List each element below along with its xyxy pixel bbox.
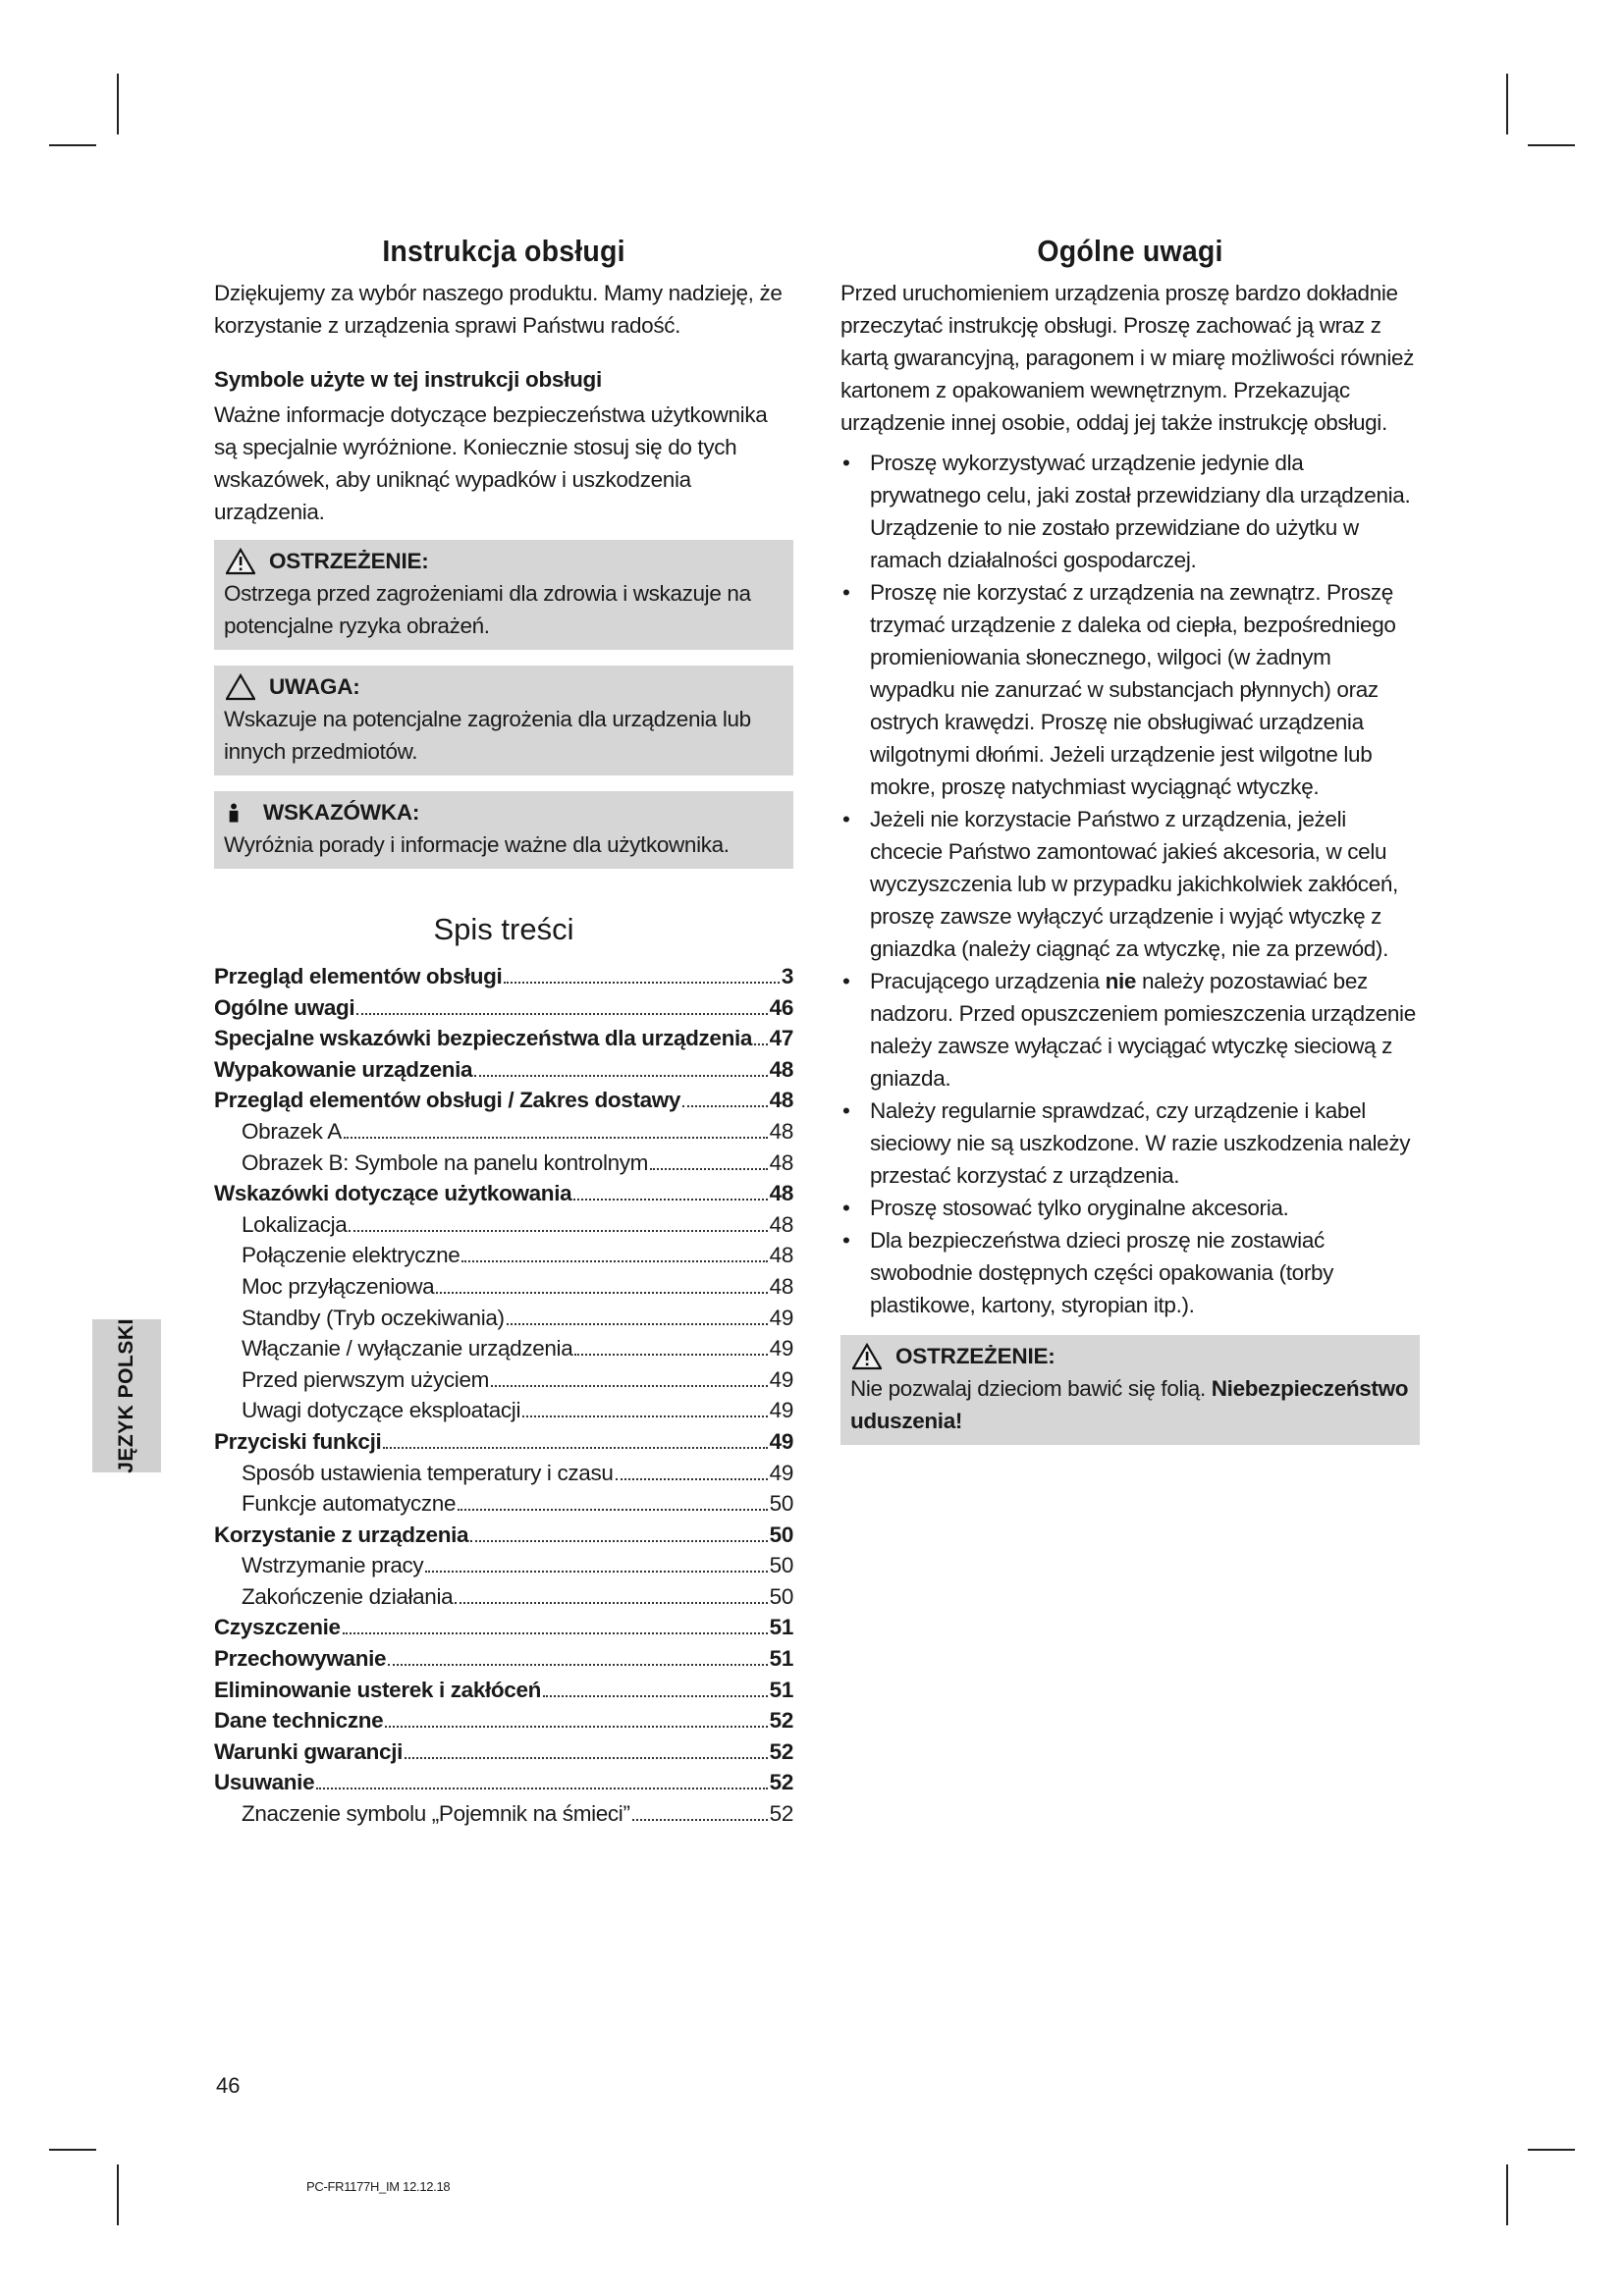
toc-entry-label: Obrazek A xyxy=(242,1118,342,1144)
children-warning-title: OSTRZEŻENIE: xyxy=(895,1344,1056,1368)
toc-leader-dots xyxy=(349,1230,767,1232)
toc-entry-label: Przegląd elementów obsługi xyxy=(214,964,503,988)
toc-title: Spis treści xyxy=(433,912,574,946)
toc-entry xyxy=(214,1612,793,1643)
general-intro: Przed uruchomieniem urządzenia proszę bardzo dokładnie przeczytać instrukcję obsługi. Proszę zachować ją wraz z kartą gwarancyjną, paragonem i w miarę możliwości również kartonem z opakowaniem wewnętrznym. Przekazując urządzenie innej osobie, oddaj jej także instrukcję obsługi. xyxy=(840,281,1415,435)
list-item: • Proszę stosować tylko oryginalne akcesoria. xyxy=(840,1192,1420,1224)
toc-leader-dots xyxy=(632,1819,768,1821)
toc-entry-label: Włączanie / wyłączanie urządzenia xyxy=(242,1336,573,1362)
toc-entry-page: 49 xyxy=(769,1428,793,1454)
toc-entry-page: 50 xyxy=(769,1491,793,1517)
toc-entry-label: Funkcje automatyczne xyxy=(242,1491,457,1517)
toc-entry-page: 49 xyxy=(769,1305,793,1330)
toc-entry xyxy=(214,1148,793,1179)
toc-entry-label: Sposób ustawienia temperatury i czasu xyxy=(242,1460,614,1485)
list-item: • Należy regularnie sprawdzać, czy urządzenie i kabel sieciowy nie są uszkodzone. W razie uszkodzenia należy przestać korzystać z urządzenia. xyxy=(840,1095,1420,1192)
toc-entry-page: 50 xyxy=(769,1583,793,1609)
table-of-contents xyxy=(214,961,793,1830)
toc-leader-dots xyxy=(458,1509,768,1511)
toc-entry xyxy=(214,1395,793,1426)
toc-entry-page: 46 xyxy=(769,994,793,1020)
crop-mark xyxy=(117,74,119,134)
toc-entry-label: Usuwanie xyxy=(214,1770,315,1795)
list-item: • Jeżeli nie korzystacie Państwo z urządzenia, jeżeli chcecie Państwo zamontować jakieś akcesoria, w celu wyczyszczenia lub w przypadku jakichkolwiek zakłóceń, proszę zawsze wyłączyć urządzenie i wyjąć wtyczkę z gniazdka (należy ciągnąć za wtyczkę, nie za przewód). xyxy=(840,803,1420,965)
toc-entry-page: 48 xyxy=(769,1088,793,1113)
toc-entry-label: Standby (Tryb oczekiwania) xyxy=(242,1305,505,1330)
toc-entry-label: Wstrzymanie pracy xyxy=(242,1553,424,1578)
list-item: • Proszę wykorzystywać urządzenie jedynie dla prywatnego celu, jaki został przewidziany dla urządzenia. Urządzenie to nie zostało przewidziane do użytku w ramach działalności gospodarczej. xyxy=(840,447,1420,576)
toc-leader-dots xyxy=(385,1726,767,1728)
toc-leader-dots xyxy=(616,1478,768,1480)
toc-entry xyxy=(214,1581,793,1613)
toc-leader-dots xyxy=(522,1415,768,1417)
toc-entry-page: 52 xyxy=(769,1770,793,1795)
crop-mark xyxy=(49,144,96,146)
toc-entry xyxy=(214,992,793,1024)
right-column xyxy=(840,234,1420,1445)
toc-entry xyxy=(214,1675,793,1706)
tip-title: WSKAZÓWKA: xyxy=(263,800,420,825)
toc-entry-label: Zakończenie działania xyxy=(242,1583,454,1609)
safety-list xyxy=(840,447,1420,1321)
toc-entry-label: Specjalne wskazówki bezpieczeństwa dla urządzenia xyxy=(214,1026,753,1051)
toc-leader-dots xyxy=(474,1075,767,1077)
page-title: Instrukcja obsługi xyxy=(382,234,625,268)
children-warning-text: Nie pozwalaj dzieciom bawić się folią. Niebezpieczeństwo uduszenia! xyxy=(850,1376,1409,1433)
toc-leader-dots xyxy=(461,1260,767,1262)
toc-entry xyxy=(214,1333,793,1364)
toc-entry xyxy=(214,1054,793,1086)
caution-triangle-icon xyxy=(226,673,255,701)
toc-entry-page: 48 xyxy=(769,1118,793,1144)
crop-mark xyxy=(49,2149,96,2151)
warning-title: OSTRZEŻENIE: xyxy=(269,549,429,573)
toc-entry-page: 51 xyxy=(769,1646,793,1672)
toc-entry-label: Obrazek B: Symbole na panelu kontrolnym xyxy=(242,1149,649,1175)
toc-entry-label: Uwagi dotyczące eksploatacji xyxy=(242,1398,521,1423)
crop-mark xyxy=(1528,144,1575,146)
toc-leader-dots xyxy=(316,1788,767,1789)
intro-text: Dziękujemy za wybór naszego produktu. Mamy nadzieję, że korzystanie z urządzenia sprawi Państwu radość. xyxy=(214,281,783,338)
toc-entry xyxy=(214,1116,793,1148)
toc-leader-dots xyxy=(356,1013,767,1015)
caution-title: UWAGA: xyxy=(269,674,360,699)
toc-entry-page: 3 xyxy=(781,964,793,988)
toc-entry-page: 52 xyxy=(769,1738,793,1764)
toc-entry-page: 49 xyxy=(769,1398,793,1423)
toc-entry-label: Dane techniczne xyxy=(214,1708,384,1734)
toc-entry-page: 49 xyxy=(769,1366,793,1392)
symbols-text: Ważne informacje dotyczące bezpieczeństwa użytkownika są specjalnie wyróżnione. Koniecznie stosuj się do tych wskazówek, aby uniknąć wypadków i uszkodzenia urządzenia. xyxy=(214,402,768,524)
toc-leader-dots xyxy=(343,1632,768,1634)
toc-leader-dots xyxy=(425,1571,767,1573)
toc-entry xyxy=(214,1178,793,1209)
toc-entry-label: Przyciski funkcji xyxy=(214,1428,382,1454)
language-tab xyxy=(92,1319,161,1472)
toc-entry-label: Lokalizacja xyxy=(242,1211,348,1237)
toc-entry-page: 48 xyxy=(769,1273,793,1299)
toc-entry-page: 51 xyxy=(769,1615,793,1640)
toc-entry-label: Warunki gwarancji xyxy=(214,1738,404,1764)
toc-entry-page: 49 xyxy=(769,1460,793,1485)
list-item: • Proszę nie korzystać z urządzenia na zewnątrz. Proszę trzymać urządzenie z daleka od ciepła, bezpośredniego promieniowania słonecznego, wilgoci (w żadnym wypadku nie zanurzać w substancjach płynnych) oraz ostrych krawędzi. Proszę nie obsługiwać urządzenia wilgotnymi dłońmi. Jeżeli urządzenie jest wilgotne lub mokre, proszę natychmiast wyciągnąć wtyczkę. xyxy=(840,576,1420,803)
toc-entry xyxy=(214,1023,793,1054)
toc-entry-label: Przegląd elementów obsługi / Zakres dostawy xyxy=(214,1088,681,1113)
toc-leader-dots xyxy=(491,1385,768,1387)
crop-mark xyxy=(1528,2149,1575,2151)
toc-entry-page: 48 xyxy=(769,1149,793,1175)
toc-leader-dots xyxy=(574,1354,767,1356)
toc-entry xyxy=(214,1209,793,1241)
toc-entry xyxy=(214,1643,793,1675)
left-column xyxy=(214,234,793,1830)
toc-entry xyxy=(214,1303,793,1334)
warning-text: Ostrzega przed zagrożeniami dla zdrowia i wskazuje na potencjalne ryzyka obrażeń. xyxy=(224,581,751,638)
footer-code: PC-FR1177H_IM 12.12.18 xyxy=(306,2179,451,2194)
toc-entry-page: 48 xyxy=(769,1181,793,1206)
warning-triangle-icon xyxy=(852,1343,882,1370)
toc-leader-dots xyxy=(388,1664,768,1666)
info-icon xyxy=(226,799,247,827)
caution-text: Wskazuje na potencjalne zagrożenia dla urządzenia lub innych przedmiotów. xyxy=(224,707,751,764)
crop-mark xyxy=(1506,74,1508,134)
toc-entry xyxy=(214,1550,793,1581)
caution-box xyxy=(214,666,793,775)
warning-triangle-icon xyxy=(226,548,255,575)
toc-leader-dots xyxy=(682,1105,768,1107)
toc-entry-page: 48 xyxy=(769,1056,793,1082)
toc-leader-dots xyxy=(543,1695,768,1697)
toc-entry-label: Znaczenie symbolu „Pojemnik na śmieci” xyxy=(242,1801,630,1827)
toc-entry-label: Czyszczenie xyxy=(214,1615,341,1640)
list-item: • Dla bezpieczeństwa dzieci proszę nie zostawiać swobodnie dostępnych części opakowania (torby plastikowe, kartony, styropian itp.). xyxy=(840,1224,1420,1321)
toc-entry xyxy=(214,1767,793,1798)
toc-leader-dots xyxy=(383,1447,767,1449)
toc-leader-dots xyxy=(754,1043,768,1045)
crop-mark xyxy=(1506,2164,1508,2225)
toc-leader-dots xyxy=(504,982,779,984)
toc-entry xyxy=(214,1520,793,1551)
toc-leader-dots xyxy=(344,1137,768,1139)
tip-box xyxy=(214,791,793,869)
toc-leader-dots xyxy=(470,1540,767,1542)
toc-leader-dots xyxy=(507,1323,768,1325)
list-item: • Pracującego urządzenia nie należy pozostawiać bez nadzoru. Przed opuszczeniem pomieszczenia urządzenie należy zawsze wyłączać i wyciągać wtyczkę sieciową z gniazda. xyxy=(840,965,1420,1095)
toc-entry-label: Wypakowanie urządzenia xyxy=(214,1056,473,1082)
toc-entry-label: Przechowywanie xyxy=(214,1646,387,1672)
toc-entry xyxy=(214,1458,793,1489)
toc-entry xyxy=(214,1736,793,1768)
toc-entry-page: 50 xyxy=(769,1522,793,1547)
toc-entry-label: Eliminowanie usterek i zakłóceń xyxy=(214,1677,542,1702)
toc-entry-label: Ogólne uwagi xyxy=(214,994,355,1020)
toc-entry-page: 49 xyxy=(769,1336,793,1362)
toc-entry xyxy=(214,1364,793,1396)
toc-entry-label: Wskazówki dotyczące użytkowania xyxy=(214,1181,572,1206)
toc-entry xyxy=(214,1705,793,1736)
page-number: 46 xyxy=(216,2073,241,2098)
crop-mark xyxy=(117,2164,119,2225)
tip-text: Wyróżnia porady i informacje ważne dla użytkownika. xyxy=(224,832,730,857)
toc-entry-label: Przed pierwszym użyciem xyxy=(242,1366,490,1392)
toc-entry xyxy=(214,1426,793,1458)
toc-entry xyxy=(214,1085,793,1116)
toc-entry-label: Połączenie elektryczne xyxy=(242,1243,460,1268)
toc-entry xyxy=(214,1271,793,1303)
toc-entry xyxy=(214,1488,793,1520)
toc-leader-dots xyxy=(405,1757,768,1759)
toc-entry-page: 50 xyxy=(769,1553,793,1578)
toc-entry-page: 47 xyxy=(769,1026,793,1051)
toc-entry-page: 51 xyxy=(769,1677,793,1702)
symbols-heading: Symbole użyte w tej instrukcji obsługi xyxy=(214,367,602,392)
toc-leader-dots xyxy=(650,1168,768,1170)
toc-entry-label: Moc przyłączeniowa xyxy=(242,1273,435,1299)
toc-entry-page: 52 xyxy=(769,1708,793,1734)
toc-entry-page: 48 xyxy=(769,1243,793,1268)
toc-entry-page: 48 xyxy=(769,1211,793,1237)
warning-box xyxy=(214,540,793,650)
toc-leader-dots xyxy=(455,1602,767,1604)
toc-entry-label: Korzystanie z urządzenia xyxy=(214,1522,469,1547)
language-tab-label: JĘZYK POLSKI xyxy=(115,1318,138,1473)
toc-leader-dots xyxy=(436,1292,767,1294)
children-warning-box xyxy=(840,1335,1420,1445)
toc-entry xyxy=(214,1798,793,1830)
section-title: Ogólne uwagi xyxy=(1037,234,1223,268)
toc-entry-page: 52 xyxy=(769,1801,793,1827)
toc-entry xyxy=(214,1240,793,1271)
toc-entry xyxy=(214,961,793,992)
toc-leader-dots xyxy=(573,1199,767,1201)
